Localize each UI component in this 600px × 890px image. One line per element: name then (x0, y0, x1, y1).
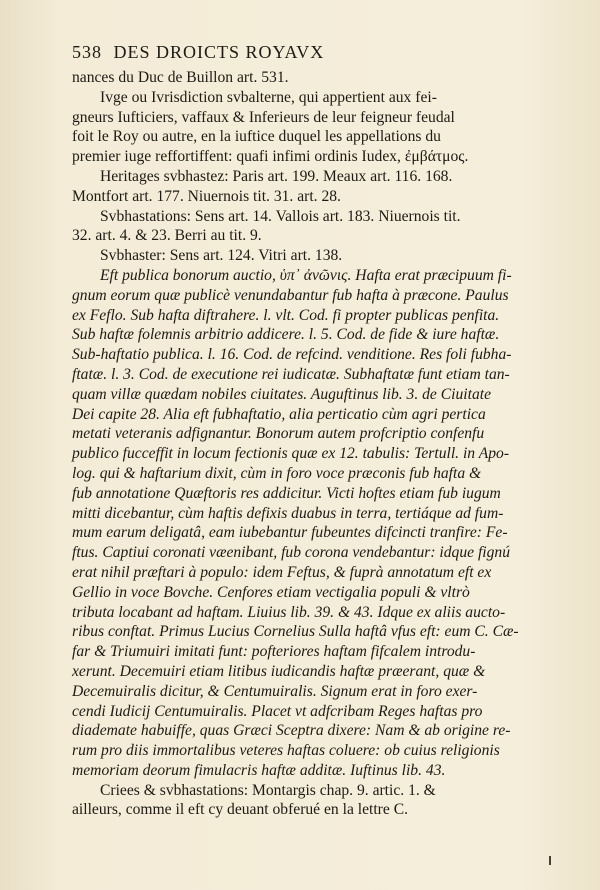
text-line: premier iuge reffortiffent: quafi infimi ordinis Iudex, ἐμβάτμος. (72, 148, 469, 166)
italic-line: erat nihil præftari à populo: idem Feftus, & fuprà annotatum eft ex (72, 563, 492, 581)
text-line: foit le Roy ou autre, en la iuftice duquel les appellations du (72, 128, 441, 146)
italic-line: log. qui & haftarium dixit, cùm in foro voce præconis fub hafta & (72, 464, 482, 482)
text-line: gneurs Iufticiers, vaffaux & Inferieurs de leur feigneur feudal (72, 108, 455, 126)
italic-line: ribus conftat. Primus Lucius Cornelius Sulla haftâ vfus eft: eum C. Cæ- (72, 623, 519, 641)
italic-line: ftatæ. l. 3. Cod. de executione rei iudicatæ. Subhaftatæ funt etiam tan- (72, 365, 510, 383)
italic-line: Sub-haftatio publica. l. 16. Cod. de refcind. venditione. Res foli fubha- (72, 346, 512, 364)
entry-line: Heritages svbhastez: Paris art. 199. Meaux art. 116. 168. (100, 167, 453, 185)
italic-line: memoriam deorum fimulacris haftæ additæ. Iuftinus lib. 43. (72, 761, 446, 779)
italic-line: metati veteranis adfignantur. Bonorum autem profcriptio confenfu (72, 425, 485, 443)
text-line: Montfort art. 177. Niuernois tit. 31. art. 28. (72, 187, 341, 205)
entry-line: Svbhaster: Sens art. 124. Vitri art. 138. (100, 247, 343, 265)
entry-line: Svbhastations: Sens art. 14. Vallois art. 183. Niuernois tit. (100, 207, 461, 225)
entry-line: Criees & svbhastations: Montargis chap. 9. artic. 1. & (100, 781, 436, 799)
italic-line: publico fucceffit in locum fectionis quæ ex 12. tabulis: Tertull. in Apo- (72, 445, 510, 463)
text-line: ailleurs, comme il eft cy deuant obferué en la lettre C. (72, 801, 408, 819)
italic-line: gnum eorum quæ publicè venundabantur fub hafta à præcone. Paulus (72, 286, 509, 304)
italic-line: Gellio in voce Bovche. Cenfores etiam vectigalia populi & vltrò (72, 583, 470, 601)
text-line: 32. art. 4. & 23. Berri au tit. 9. (72, 227, 262, 245)
italic-line: Eft publica bonorum auctio, ὑπ᾿ ἀνῶνις. Hafta erat præcipuum fi- (100, 266, 512, 284)
italic-line: Dei capite 28. Alia eft fubhaftatio, alia perticatio cùm agri pertica (72, 405, 486, 423)
italic-line: mum earum deligatâ, eam iubebantur fubeuntes difcincti tranfire: Fe- (72, 524, 508, 542)
text-line: nances du Duc de Buillon art. 531. (72, 69, 289, 86)
italic-line: Sub haftæ folemnis arbitrio addicere. l. 5. Cod. de fide & iure haftæ. (72, 326, 500, 344)
italic-line: diademate habuiffe, quas Græci Sceptra dixere: Nam & ab origine re- (72, 722, 511, 740)
italic-line: fub annotatione Quæftoris res addicitur. Victi hoftes etiam fub iugum (72, 484, 501, 502)
italic-line: cendi Iudicij Centumuiralis. Placet vt adfcribam Reges haftas pro (72, 702, 483, 720)
margin-mark (549, 856, 551, 865)
italic-line: ex Feflo. Sub hafta diftrahere. l. vlt. Cod. fi propter publicas penfita. (72, 306, 500, 324)
italic-line: ftus. Captiui coronati væenibant, fub corona vendebantur: idque fignú (72, 544, 511, 562)
running-header (72, 42, 542, 63)
italic-line: rum pro diis immortalibus veteres haftas coluere: ob cuius religionis (72, 742, 500, 760)
italic-line: mitti dicebantur, cùm haftis defixis duabus in terra, tertiáque ad fum- (72, 504, 504, 522)
entry-line: Ivge ou Ivrisdiction svbalterne, qui appertient aux fei- (100, 88, 437, 106)
running-title: DES DROICTS ROYAVX (113, 42, 325, 62)
italic-line: quam villæ quædam nobiles ciuitates. Auguftinus lib. 3. de Ciuitate (72, 385, 491, 403)
italic-line: xerunt. Decemuiri etiam litibus iudicandis haftæ præerant, quæ & (72, 662, 486, 680)
body-text (72, 68, 546, 820)
italic-line: Decemuiralis dicitur, & Centumuiralis. Signum erat in foro exer- (72, 682, 478, 700)
italic-line: far & Triumuiri imitati funt: pofteriores haftam fifcalem introdu- (72, 643, 476, 661)
page-number: 538 (72, 42, 102, 62)
italic-line: tributa locabant ad haftam. Liuius lib. 39. & 43. Idque ex aliis aucto- (72, 603, 506, 621)
